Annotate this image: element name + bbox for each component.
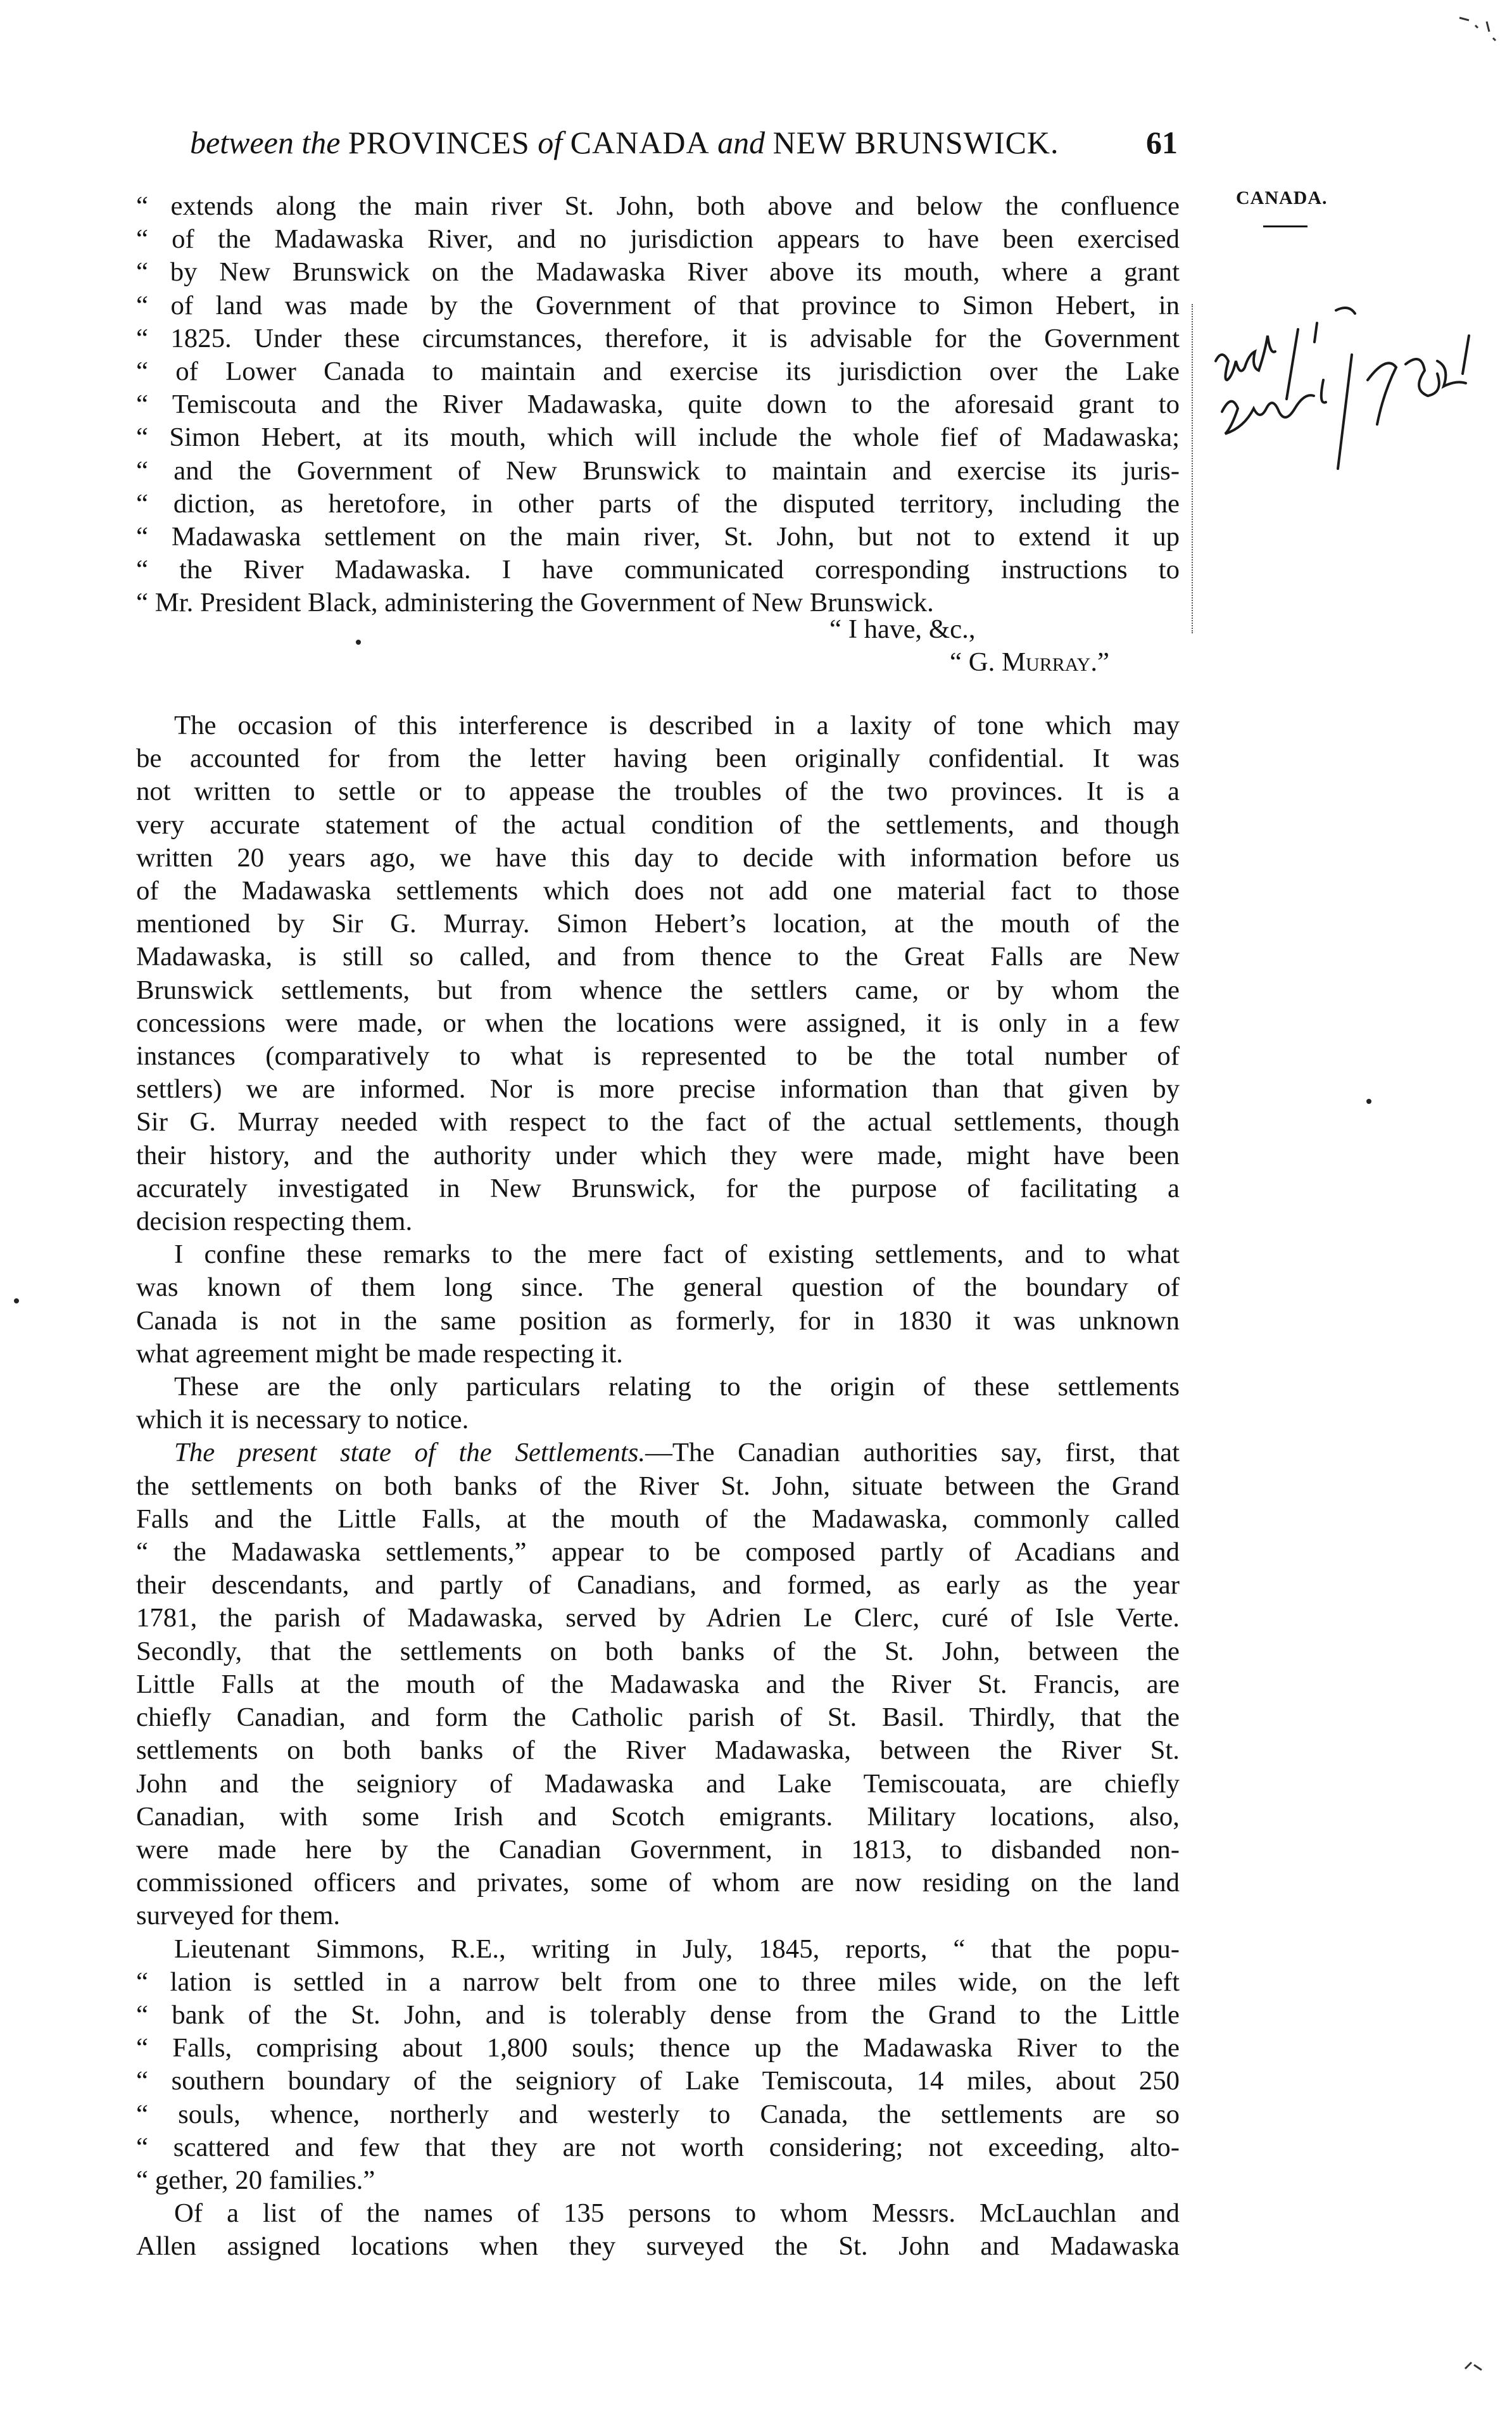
text-line: which it is necessary to notice. (136, 1405, 469, 1435)
margin-side-note: CANADA. (1236, 187, 1328, 208)
quote-line: “ Madawaska settlement on the main river, St. John, but not to extend it up (136, 522, 1180, 552)
text-line: Of a list of the names of 135 persons to whom Messrs. McLauchlan and (174, 2198, 1180, 2229)
text-line: “ gether, 20 families.” (136, 2165, 375, 2195)
text-line: Madawaska, is still so called, and from thence to the Great Falls are New (136, 942, 1180, 972)
quote-line: “ 1825. Under these circumstances, therefore, it is advisable for the Government (136, 323, 1180, 353)
text-line: instances (comparatively to what is represented to be the total number of (136, 1041, 1180, 1072)
text-line: “ Falls, comprising about 1,800 souls; thence up the Madawaska River to the (136, 2033, 1180, 2063)
text-line: chiefly Canadian, and form the Catholic parish of St. Basil. Thirdly, that the (136, 1702, 1180, 1733)
text-line: was known of them long since. The general question of the boundary of (136, 1272, 1180, 1303)
page-number: 61 (1146, 125, 1178, 160)
text-line: their descendants, and partly of Canadians, and formed, as early as the year (136, 1570, 1180, 1600)
text-line: Little Falls at the mouth of the Madawaska and the River St. Francis, are (136, 1669, 1180, 1699)
paragraph (136, 1933, 1180, 2198)
quote-line: “ extends along the main river St. John, both above and below the confluence (136, 191, 1180, 221)
quote-line: “ of the Madawaska River, and no jurisdiction appears to have been exercised (136, 224, 1180, 255)
text-line: were made here by the Canadian Government, in 1813, to disbanded non- (136, 1834, 1180, 1865)
signoff-greeting: “ I have, &c., (829, 614, 976, 644)
margin-rule (1263, 225, 1307, 227)
text-line: not written to settle or to appease the troubles of the two provinces. It is a (136, 776, 1180, 807)
text-line: “ the Madawaska settlements,” appear to be composed partly of Acadians and (136, 1537, 1180, 1568)
quote-line: “ by New Brunswick on the Madawaska River above its mouth, where a grant (136, 257, 1180, 288)
text-line: surveyed for them. (136, 1901, 341, 1931)
text-line: These are the only particulars relating to the origin of these settlements (174, 1372, 1180, 1402)
handwritten-annotation (1203, 285, 1494, 526)
text-line: mentioned by Sir G. Murray. Simon Hebert’s location, at the mouth of the (136, 909, 1180, 939)
paragraph (136, 1371, 1180, 1436)
signoff-signature: “ G. Murray.” (950, 647, 1110, 678)
quote-line: “ of Lower Canada to maintain and exercise its jurisdiction over the Lake (136, 357, 1180, 387)
text-line: be accounted for from the letter having been originally confidential. It was (136, 744, 1180, 774)
text-line: Sir G. Murray needed with respect to the fact of the actual settlements, though (136, 1107, 1180, 1137)
paragraph (136, 1436, 1180, 1932)
quote-line: “ of land was made by the Government of that province to Simon Hebert, in (136, 290, 1180, 320)
text-line: “ bank of the St. John, and is tolerably dense from the Grand to the Little (136, 1999, 1180, 2030)
quoted-letter (136, 190, 1180, 620)
running-head-canada: CANADA (570, 125, 710, 160)
text-line: commissioned officers and privates, some of whom are now residing on the land (136, 1868, 1180, 1898)
text-line: John and the seigniory of Madawaska and Lake Temiscouata, are chiefly (136, 1768, 1180, 1799)
quote-line: “ diction, as heretofore, in other parts of the disputed territory, including the (136, 488, 1180, 519)
text-line (136, 1436, 1180, 1469)
stray-dot (14, 1298, 19, 1303)
text-line: 1781, the parish of Madawaska, served by Adrien Le Clerc, curé of Isle Verte. (136, 1603, 1180, 1633)
text-line: very accurate statement of the actual condition of the settlements, and though (136, 809, 1180, 840)
running-head-of: of (538, 125, 563, 160)
quote-line: “ and the Government of New Brunswick to maintain and exercise its juris- (136, 455, 1180, 486)
text-line: their history, and the authority under which they were made, might have been (136, 1140, 1180, 1170)
quote-line: “ Mr. President Black, administering the Government of New Brunswick. (136, 588, 934, 618)
stray-dot (1366, 1099, 1371, 1104)
section-heading-italic: The present state of the Settlements. (174, 1438, 646, 1468)
text-line: I confine these remarks to the mere fact of existing settlements, and to what (174, 1239, 1180, 1270)
text-line: of the Madawaska settlements which does not add one material fact to those (136, 876, 1180, 906)
running-head-and: and (717, 125, 765, 160)
text-line: “ scattered and few that they are not worth considering; not exceeding, alto- (136, 2132, 1180, 2162)
text-line: “ lation is settled in a narrow belt from one to three miles wide, on the left (136, 1967, 1180, 1997)
stray-dot (356, 640, 361, 645)
bottom-scan-mark (1463, 2356, 1488, 2375)
quote-line: “ Simon Hebert, at its mouth, which will include the whole fief of Madawaska; (136, 422, 1180, 453)
text-line: settlements on both banks of the River Madawaska, between the River St. (136, 1735, 1180, 1766)
text-line: settlers) we are informed. Nor is more precise information than that given by (136, 1074, 1180, 1105)
text-line: The occasion of this interference is described in a laxity of tone which may (174, 711, 1180, 740)
text-line: “ southern boundary of the seigniory of Lake Temiscouta, 14 miles, about 250 (136, 2066, 1180, 2096)
text-line: Canadian, with some Irish and Scotch emigrants. Military locations, also, (136, 1801, 1180, 1832)
text-line: decision respecting them. (136, 1207, 413, 1237)
quote-line: “ the River Madawaska. I have communicated corresponding instructions to (136, 555, 1180, 585)
letter-signoff (829, 613, 1109, 679)
paragraph (136, 2197, 1180, 2263)
text-line: Falls and the Little Falls, at the mouth of the Madawaska, commonly called (136, 1504, 1180, 1534)
text-line: Lieutenant Simmons, R.E., writing in July, 1845, reports, “ that the popu- (174, 1934, 1180, 1964)
quote-side-bracket (1192, 304, 1195, 633)
running-head (190, 120, 1178, 165)
text-line: Allen assigned locations when they surveyed the St. John and Madawaska (136, 2231, 1180, 2262)
text-line: the settlements on both banks of the River St. John, situate between the Grand (136, 1471, 1180, 1501)
body-text (136, 709, 1180, 2264)
quote-line: “ Temiscouta and the River Madawaska, quite down to the aforesaid grant to (136, 390, 1180, 420)
text-line: concessions were made, or when the locations were assigned, it is only in a few (136, 1008, 1180, 1038)
text-line: Secondly, that the settlements on both banks of the St. John, between the (136, 1636, 1180, 1666)
paragraph (136, 1238, 1180, 1371)
paragraph (136, 709, 1180, 1238)
running-head-provinces: PROVINCES (348, 125, 530, 160)
text-fragment: —The Canadian authorities say, first, that (645, 1438, 1180, 1468)
corner-scan-mark (1456, 13, 1501, 44)
text-line: what agreement might be made respecting it. (136, 1338, 623, 1369)
text-line: Brunswick settlements, but from whence the settlers came, or by whom the (136, 975, 1180, 1005)
running-head-new-brunswick: NEW BRUNSWICK. (772, 125, 1059, 160)
text-line: accurately investigated in New Brunswick, for the purpose of facilitating a (136, 1173, 1180, 1203)
text-line: written 20 years ago, we have this day to decide with information before us (136, 842, 1180, 873)
running-head-prefix: between the (190, 125, 341, 160)
text-line: Canada is not in the same position as formerly, for in 1830 it was unknown (136, 1305, 1180, 1336)
text-line: “ souls, whence, northerly and westerly to Canada, the settlements are so (136, 2099, 1180, 2129)
